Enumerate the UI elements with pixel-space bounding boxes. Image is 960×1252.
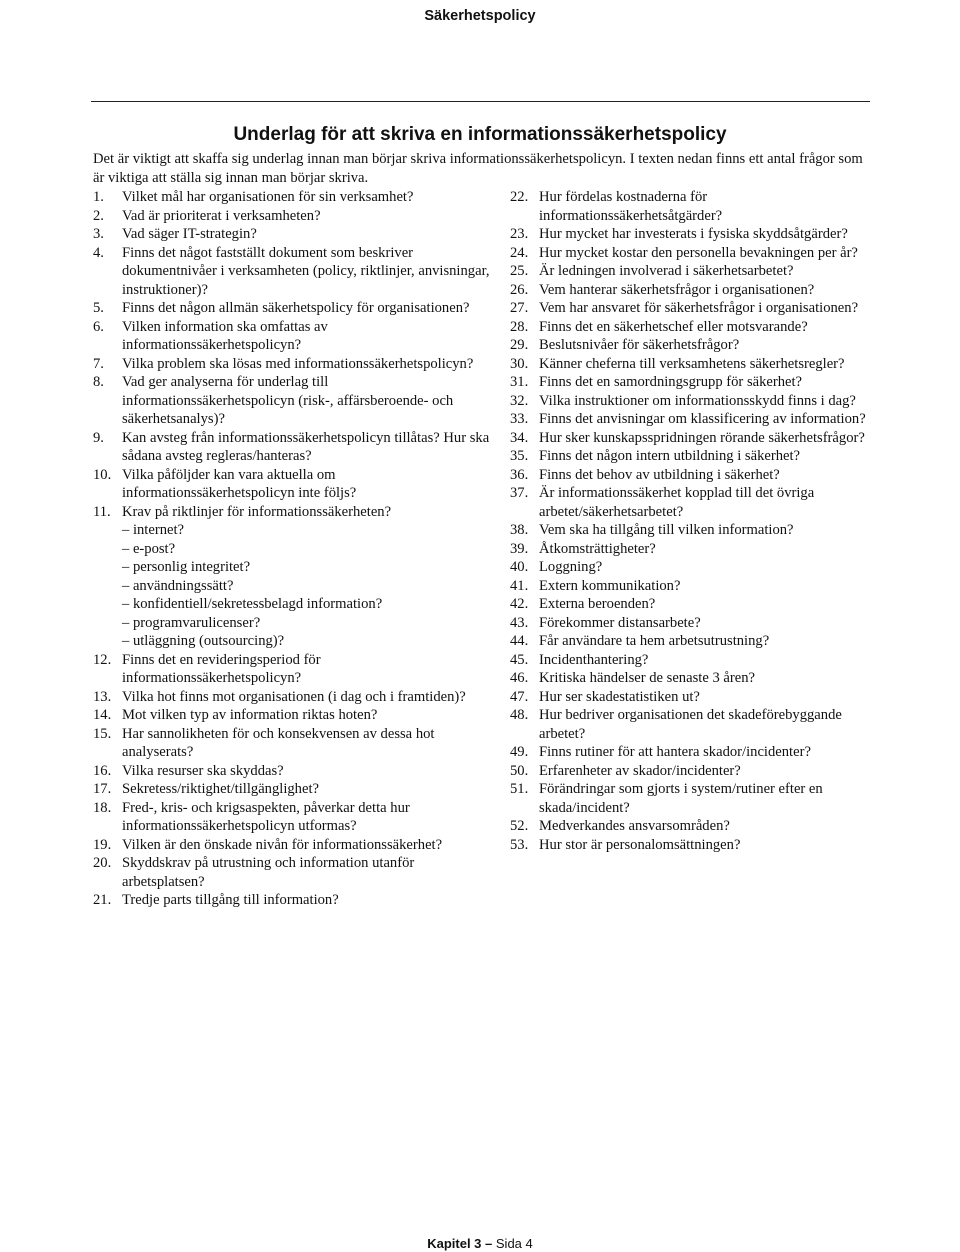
question-text: Finns det någon intern utbildning i säkerhet? xyxy=(539,448,801,464)
question-text: Skyddskrav på utrustning och information utanför arbetsplatsen? xyxy=(122,855,415,890)
question-text: Vad ger analyserna för underlag till informationssäkerhetspolicyn (risk-, affärsberoende- och säkerhetsanalys)? xyxy=(122,374,454,427)
question-number: 44. xyxy=(510,633,529,649)
question-item xyxy=(510,355,880,374)
question-text: Erfarenheter av skador/incidenter? xyxy=(539,762,741,779)
sub-item: – användningssätt? xyxy=(122,577,234,594)
sub-item: – konfidentiell/sekretessbelagd information? xyxy=(122,596,383,612)
question-item xyxy=(510,299,880,318)
header-divider xyxy=(91,101,870,102)
question-number: 7. xyxy=(93,355,104,372)
question-number: 32. xyxy=(510,392,529,409)
question-number: 13. xyxy=(93,688,112,705)
question-number: 38. xyxy=(510,522,529,538)
question-number: 16. xyxy=(93,762,112,779)
question-number: 34. xyxy=(510,429,529,446)
question-text: Vilka problem ska lösas med informationssäkerhetspolicyn? xyxy=(122,355,474,372)
question-text: Finns det en samordningsgrupp för säkerhet? xyxy=(539,374,803,390)
question-number: 24. xyxy=(510,244,529,261)
question-number: 21. xyxy=(93,892,112,908)
question-text: Vilka hot finns mot organisationen (i dag och i framtiden)? xyxy=(122,688,466,705)
question-text: Tredje parts tillgång till information? xyxy=(122,892,339,908)
question-text: Krav på riktlinjer för informationssäkerheten? xyxy=(122,503,392,520)
question-number: 45. xyxy=(510,651,529,668)
question-text: Sekretess/riktighet/tillgänglighet? xyxy=(122,781,319,797)
document-title: Underlag för att skriva en informationssäkerhetspolicy xyxy=(233,124,727,145)
question-item xyxy=(93,651,493,688)
question-item xyxy=(510,373,880,392)
question-item xyxy=(93,799,493,836)
question-number: 39. xyxy=(510,540,529,557)
question-number: 4. xyxy=(93,244,104,261)
question-number: 36. xyxy=(510,466,529,483)
question-number: 26. xyxy=(510,281,529,298)
question-item xyxy=(510,632,880,651)
question-item xyxy=(510,558,880,577)
footer-page-number: Sida 4 xyxy=(495,1236,533,1251)
question-item xyxy=(510,466,880,485)
question-number: 46. xyxy=(510,670,529,686)
sub-item: – personlig integritet? xyxy=(122,559,251,575)
question-item xyxy=(93,318,493,355)
question-text: Vilka instruktioner om informationsskydd finns i dag? xyxy=(539,392,856,409)
question-text: Finns det en säkerhetschef eller motsvarande? xyxy=(539,318,808,335)
question-text: Fred-, kris- och krigsaspekten, påverkar detta hur informationssäkerhetspolicyn utformas? xyxy=(122,799,410,834)
question-item xyxy=(510,688,880,707)
question-text: Förekommer distansarbete? xyxy=(539,614,701,631)
question-item xyxy=(93,429,493,466)
sub-item: – utläggning (outsourcing)? xyxy=(122,633,285,649)
question-number: 51. xyxy=(510,781,529,797)
question-number: 29. xyxy=(510,337,529,353)
question-text: Vad är prioriterat i verksamheten? xyxy=(122,207,321,224)
question-item xyxy=(93,466,493,503)
questions-left-column xyxy=(93,188,493,910)
question-text: Hur fördelas kostnaderna för informationssäkerhetsåtgärder? xyxy=(539,189,723,224)
question-text: Åtkomsträttigheter? xyxy=(539,540,656,557)
question-text: Är ledningen involverad i säkerhetsarbetet? xyxy=(539,263,794,279)
question-text: Är informationssäkerhet kopplad till det övriga arbetet/säkerhetsarbetet? xyxy=(539,485,815,520)
question-text: Finns det anvisningar om klassificering av information? xyxy=(539,411,866,427)
question-item xyxy=(510,447,880,466)
question-item xyxy=(510,836,880,855)
question-text: Hur bedriver organisationen det skadeförebyggande arbetet? xyxy=(539,707,842,742)
question-item xyxy=(93,854,493,891)
question-number: 27. xyxy=(510,300,529,316)
question-item xyxy=(510,762,880,781)
question-item xyxy=(510,318,880,337)
question-number: 50. xyxy=(510,762,529,779)
question-sublist xyxy=(122,521,493,651)
question-number: 35. xyxy=(510,448,529,464)
question-text: Hur ser skadestatistiken ut? xyxy=(539,688,700,705)
question-number: 6. xyxy=(93,318,104,335)
question-text: Får användare ta hem arbetsutrustning? xyxy=(539,633,770,649)
question-text: Vilka resurser ska skyddas? xyxy=(122,762,284,779)
question-text: Vilken är den önskade nivån för informationssäkerhet? xyxy=(122,836,443,853)
question-number: 31. xyxy=(510,374,529,390)
question-text: Finns rutiner för att hantera skador/incidenter? xyxy=(539,744,811,760)
question-item xyxy=(510,484,880,521)
question-item xyxy=(93,836,493,855)
question-number: 33. xyxy=(510,411,529,427)
question-number: 3. xyxy=(93,226,104,242)
question-text: Förändringar som gjorts i system/rutiner efter en skada/incident? xyxy=(539,781,823,816)
question-text: Vem hanterar säkerhetsfrågor i organisationen? xyxy=(539,281,815,298)
question-number: 42. xyxy=(510,596,529,612)
running-header: Säkerhetspolicy xyxy=(424,8,536,24)
question-number: 30. xyxy=(510,355,529,372)
question-text: Finns det en revideringsperiod för informationssäkerhetspolicyn? xyxy=(122,651,321,686)
question-number: 53. xyxy=(510,836,529,853)
question-text: Vilket mål har organisationen för sin verksamhet? xyxy=(122,189,414,205)
question-text: Incidenthantering? xyxy=(539,651,649,668)
question-number: 20. xyxy=(93,855,112,871)
question-item xyxy=(93,762,493,781)
question-text: Känner cheferna till verksamhetens säkerhetsregler? xyxy=(539,355,845,372)
question-item xyxy=(510,188,880,225)
sub-item: – internet? xyxy=(122,522,184,538)
question-number: 41. xyxy=(510,577,529,594)
question-item xyxy=(93,299,493,318)
question-item xyxy=(93,891,493,910)
question-number: 14. xyxy=(93,707,112,723)
question-item xyxy=(93,503,493,651)
question-item xyxy=(93,725,493,762)
question-item xyxy=(510,669,880,688)
sub-item: – e-post? xyxy=(122,540,176,557)
question-item xyxy=(510,743,880,762)
question-item xyxy=(510,780,880,817)
question-number: 43. xyxy=(510,614,529,631)
question-number: 48. xyxy=(510,707,529,723)
question-text: Kritiska händelser de senaste 3 åren? xyxy=(539,670,755,686)
question-item xyxy=(510,651,880,670)
question-item xyxy=(510,521,880,540)
question-text: Kan avsteg från informationssäkerhetspolicyn tillåtas? Hur ska sådana avsteg regleras/hanteras? xyxy=(122,429,490,464)
question-number: 8. xyxy=(93,374,104,390)
question-number: 40. xyxy=(510,559,529,575)
question-text: Loggning? xyxy=(539,559,603,575)
question-item xyxy=(510,244,880,263)
question-item xyxy=(510,225,880,244)
question-number: 47. xyxy=(510,688,529,705)
question-item xyxy=(510,336,880,355)
question-item xyxy=(510,577,880,596)
questions-right-column xyxy=(510,188,880,854)
question-item xyxy=(510,392,880,411)
question-number: 19. xyxy=(93,836,112,853)
question-number: 18. xyxy=(93,799,112,816)
question-text: Hur sker kunskapsspridningen rörande säkerhetsfrågor? xyxy=(539,429,865,446)
question-item xyxy=(93,244,493,300)
question-number: 1. xyxy=(93,189,104,205)
footer-separator: – xyxy=(485,1236,493,1251)
question-item xyxy=(93,706,493,725)
sub-item: – programvarulicenser? xyxy=(122,614,261,631)
question-number: 11. xyxy=(93,503,111,520)
question-number: 12. xyxy=(93,651,112,668)
question-text: Mot vilken typ av information riktas hoten? xyxy=(122,707,378,723)
question-number: 37. xyxy=(510,485,529,501)
question-item xyxy=(510,595,880,614)
question-text: Har sannolikheten för och konsekvensen av dessa hot analyserats? xyxy=(122,725,435,760)
question-number: 25. xyxy=(510,263,529,279)
question-item xyxy=(93,355,493,374)
question-text: Vem ska ha tillgång till vilken information? xyxy=(539,522,794,538)
question-number: 10. xyxy=(93,466,112,483)
question-item xyxy=(93,207,493,226)
question-item xyxy=(510,281,880,300)
question-item xyxy=(510,429,880,448)
question-item xyxy=(510,410,880,429)
question-item xyxy=(510,262,880,281)
question-number: 28. xyxy=(510,318,529,335)
question-text: Finns det behov av utbildning i säkerhet? xyxy=(539,466,780,483)
question-number: 2. xyxy=(93,207,104,224)
question-number: 49. xyxy=(510,744,529,760)
question-text: Finns det något fastställt dokument som beskriver dokumentnivåer i verksamheten (policy, riktlinjer, anvisningar, instruktioner)? xyxy=(122,244,490,298)
question-item xyxy=(93,373,493,429)
question-text: Vilka påföljder kan vara aktuella om informationssäkerhetspolicyn inte följs? xyxy=(122,466,357,501)
question-item xyxy=(510,706,880,743)
question-number: 23. xyxy=(510,226,529,242)
question-number: 9. xyxy=(93,429,104,446)
question-item xyxy=(93,188,493,207)
question-number: 15. xyxy=(93,725,112,742)
question-text: Hur stor är personalomsättningen? xyxy=(539,836,741,853)
question-text: Vem har ansvaret för säkerhetsfrågor i organisationen? xyxy=(539,300,859,316)
question-text: Vad säger IT-strategin? xyxy=(122,226,257,242)
question-text: Vilken information ska omfattas av informationssäkerhetspolicyn? xyxy=(122,318,328,353)
question-number: 5. xyxy=(93,300,104,316)
question-item xyxy=(93,780,493,799)
question-text: Externa beroenden? xyxy=(539,596,656,612)
page-footer xyxy=(0,1236,960,1251)
question-item xyxy=(93,225,493,244)
question-item xyxy=(510,540,880,559)
question-text: Extern kommunikation? xyxy=(539,577,681,594)
question-item xyxy=(510,817,880,836)
question-text: Hur mycket har investerats i fysiska skyddsåtgärder? xyxy=(539,226,848,242)
question-item xyxy=(93,688,493,707)
question-number: 17. xyxy=(93,781,112,797)
question-item xyxy=(510,614,880,633)
question-text: Finns det någon allmän säkerhetspolicy för organisationen? xyxy=(122,300,470,316)
footer-chapter: Kapitel 3 xyxy=(427,1236,482,1251)
question-text: Hur mycket kostar den personella bevakningen per år? xyxy=(539,244,858,261)
question-text: Medverkandes ansvarsområden? xyxy=(539,818,730,834)
question-text: Beslutsnivåer för säkerhetsfrågor? xyxy=(539,337,740,353)
question-number: 22. xyxy=(510,189,529,205)
intro-paragraph: Det är viktigt att skaffa sig underlag innan man börjar skriva informationssäkerhetspolicyn. I texten nedan finns ett antal frågor som är viktiga att ställa sig innan man börjar skriva. xyxy=(93,151,863,186)
question-number: 52. xyxy=(510,818,529,834)
